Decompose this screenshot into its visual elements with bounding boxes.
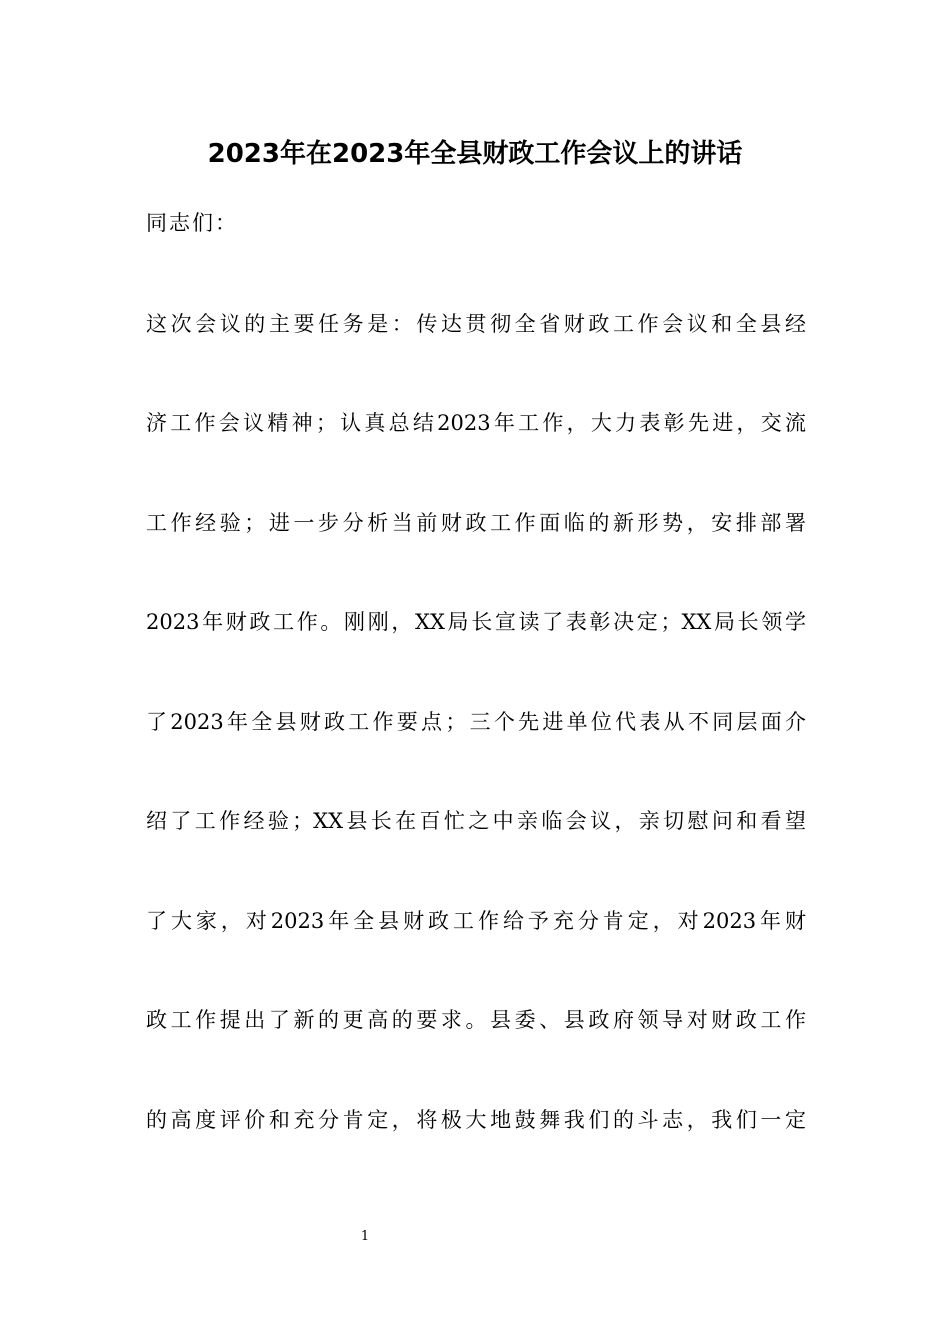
paragraph-line-8: 政工作提出了新的更高的要求。县委、县政府领导对财政工作 [146, 1008, 806, 1032]
paragraph-line-5: 了2023年全县财政工作要点；三个先进单位代表从不同层面介 [146, 710, 806, 734]
paragraph-line-7: 了大家，对2023年全县财政工作给予充分肯定，对2023年财 [146, 909, 806, 933]
paragraph-line-9: 的高度评价和充分肯定，将极大地鼓舞我们的斗志，我们一定 [146, 1108, 806, 1132]
salutation: 同志们： [146, 211, 238, 235]
page-number: 1 [360, 1229, 370, 1244]
paragraph-line-6: 绍了工作经验；XX县长在百忙之中亲临会议，亲切慰问和看望 [146, 809, 806, 833]
paragraph-line-2: 济工作会议精神；认真总结2023年工作，大力表彰先进，交流 [146, 411, 806, 435]
paragraph-line-4: 2023年财政工作。刚刚，XX局长宣读了表彰决定；XX局长领学 [146, 610, 806, 634]
document-title: 2023年在2023年全县财政工作会议上的讲话 [207, 139, 743, 169]
paragraph-line-3: 工作经验；进一步分析当前财政工作面临的新形势，安排部署 [146, 511, 806, 535]
paragraph-line-1: 这次会议的主要任务是：传达贯彻全省财政工作会议和全县经 [146, 312, 806, 336]
